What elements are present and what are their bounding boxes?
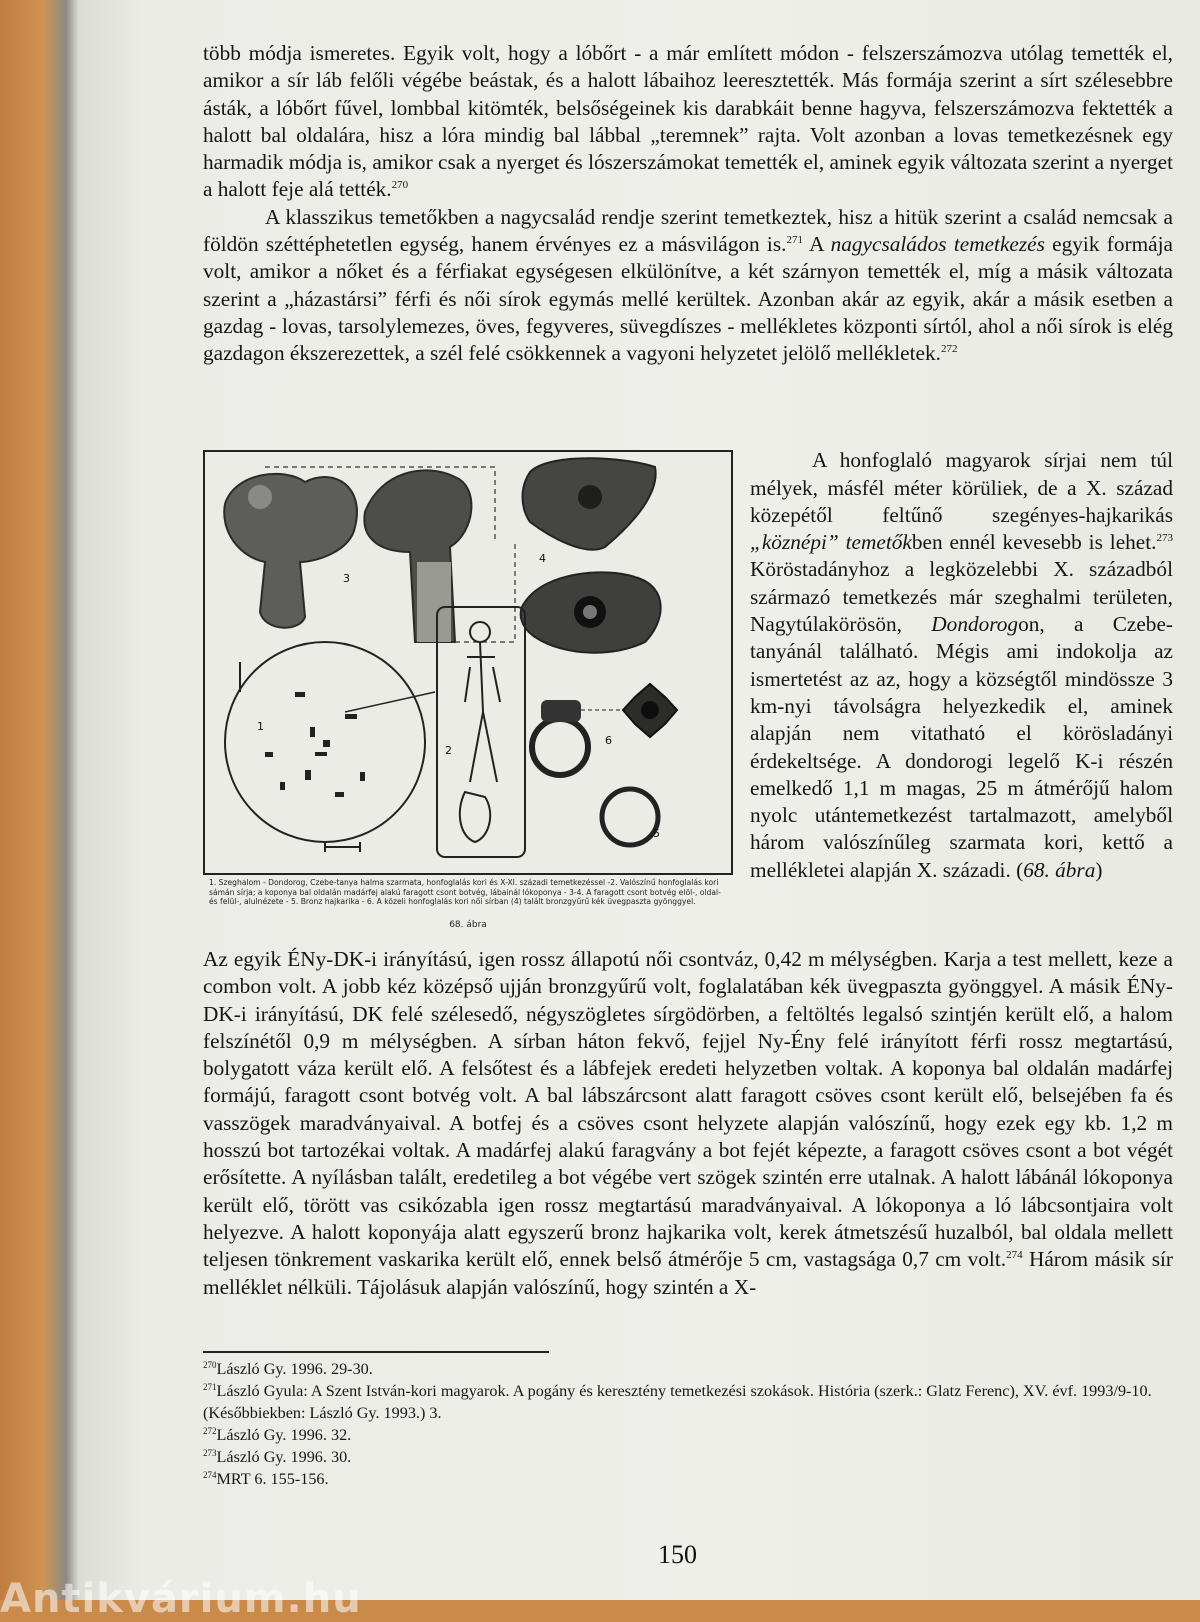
figure-number-3: 3 — [343, 572, 350, 585]
figure-caption: 1. Szeghalom - Dondorog, Czebe-tanya halma szarmata, honfoglalás kori és X-XI. századi temetkezéssel -2. Valószínű honfoglalás kori sámán sírja; a koponya bal oldalán madárfej alakú faragott csont botvég, lábainál lókoponya - 3-4. A faragott csont botvég elöl-, oldal- és felül-, alulnézete - 5. Bronz hajkarika - 6. A közeli honfoglalás kori női sírban (4) talált bronzgyűrű kék üvegpaszta gyönggyel. — [209, 878, 721, 906]
footnote-ref-274[interactable]: 274 — [1006, 1249, 1023, 1262]
grave-markers — [265, 692, 365, 797]
body-text-bottom — [203, 946, 1173, 1301]
footnote: $^{274}$MRT 6. 155-156. — [203, 1470, 329, 1488]
figure-68 — [203, 450, 733, 930]
footnote-ref-273[interactable]: 273 — [1156, 532, 1173, 545]
paragraph-4: Az egyik ÉNy-DK-i irányítású, igen rossz állapotú női csontváz, 0,42 m mélységben. Karja a test mellett, keze a combon volt. A jobb kéz középső ujján bronzgyűrű volt, foglalatában kék üvegpaszta gyönggyel. A másik ÉNy-DK-i irányítású, DK felé szélesedő, négyszögletes sírgödörben, a feltöltés legalsó szintjén került elő, a halom felszínétől 0,9 m mélységben. A sírban háton fekvő, fejjel Ny-Ény felé irányított férfi rossz megtartású, bolygatott váza került elő. A felsőtest és a lábfejek eredeti helyzetben voltak. A koponya bal oldalán madárfej formájú, faragott csont botvég volt. A bal lábszárcsont alatt faragott csöves csont került elő, belsejében fa és vasszögek maradványaival. A botfej és a csöves csont helyzete alapján valószínű, hogy ezek egy kb. 1,2 m hosszú bot tartozékai voltak. A madárfej alakú faragvány a bot fejét képezte, a faragott csöves csont a bot végét erősítette. A nyílásban talált, eredetileg a bot végébe vert szögek szintén erre utalnak. A halott lábánál lókoponya került elő, törött vas csikózabla igen rossz megtartású maradványaival. A lókoponya a ló lábcsontjaira volt helyezve. A halott koponyája alatt egyszerű bronz hajkarika volt, kerek átmetszésű huzalból, bal oldala mellett teljesen tönkrement vaskarika került elő, ennek belső átmérője 5 cm, vastagsága 0,7 cm volt.$^{274}$ Három másik sír melléklet nélküli. Tájolásuk alapján valószínű, hogy szintén a X- — [203, 947, 1173, 1299]
book-page — [78, 0, 1200, 1600]
footnote-ref-270[interactable]: 270 — [391, 179, 409, 192]
figure-number-4: 4 — [539, 552, 546, 565]
footnotes — [203, 1358, 1163, 1490]
figure-number-1: 1 — [257, 720, 264, 733]
bronze-ring — [532, 719, 588, 775]
footnote-ref-271[interactable]: 271 — [786, 234, 803, 247]
figure-number-6: 6 — [605, 734, 612, 747]
paragraph-1: több módja ismeretes. Egyik volt, hogy a lóbőrt - a már említett módon - felszerszámozva utólag temették el, amikor a sír láb felőli végébe beástak, és a halott lábaihoz leeresztették. Más formája szerint a sírt szélesebbre ásták, a lóbőrt fűvel, lombbal kitömték, belsőségeinek kis darabkáit benne hagyva, felszerszámozva fektették a halott bal oldalára, hisz a lóra mindig bal lábbal „teremnek” rajta. Volt azonban a lovas temetkezésnek egy harmadik módja is, amikor csak a nyerget és lószerszámokat temették el, aminek egyik változata szerint a nyerget a halott feje alá tették.$^{270}$ — [203, 41, 1173, 202]
footnote: $^{270}$László Gy. 1996. 29-30. — [203, 1360, 373, 1378]
book-spine-edge — [0, 0, 78, 1600]
footnote-separator — [203, 1351, 549, 1353]
footnote: $^{273}$László Gy. 1996. 30. — [203, 1448, 352, 1466]
body-text-right-column — [750, 426, 1173, 905]
bronze-hair-ring — [602, 789, 658, 845]
figure-number-5: 5 — [653, 827, 660, 840]
footnote-ref-272[interactable]: 272 — [940, 343, 958, 356]
skeleton — [460, 622, 500, 842]
figure-image — [203, 450, 733, 875]
figure-label: 68. ábra — [449, 920, 487, 930]
paragraph-3: A honfoglaló magyarok sírjai nem túl mélyek, másfél méter körüliek, de a X. század közepétől feltűnő szegényes-hajkarikás „köznépi” temetőkben ennél kevesebb is lehet.$^{273}$ Köröstadányhoz a legközelebbi X. századból származó temetkezés már szeghalmi területen, Nagytúlakörösön, Dondorogon, a Czebe-tanyánál található. Mégis ami indokolja az ismertetést az az, hogy a községtől mindössze 3 km-nyi távolságra helyezkedik el, aminek alapján nem vitatható el körösladányi érdekeltsége. A dondorogi legelő K-i részén emelkedő 1,1 m magas, 25 m átmérőjű halom nyolc utántemetkezést tartalmazott, amelyből három valószínűleg szarmata kori, kettő a mellékletei alapján X. századi. (68. ábra) — [750, 448, 1173, 882]
figure-number-2: 2 — [445, 744, 452, 757]
watermark: Antikvárium.hu — [0, 1576, 362, 1622]
paragraph-2: A klasszikus temetőkben a nagycsalád rendje szerint temetkeztek, hisz a hitük szerint a család nemcsak a földön széttéphetetlen egység, hanem érvényes ez a másvilágon is.$^{271}$ A nagycsaládos temetkezés egyik formája volt, amikor a nőket és a férfiakat egységesen elkülönítve, a két szárnyon temették el, míg a másik változata szerint a „házastársi” férfi és női sírok egymás mellé kerültek. Azonban akár az egyik, akár a másik esetben a gazdag - lovas, tarsolylemezes, öves, fegyveres, süvegdíszes - mellékletes központi sírtól, ahol a női sírok is elég gazdagon ékszerezettek, a szél felé csökkennek a vagyoni helyzetet jelölő mellékletek.$^{272}$ — [203, 204, 1174, 366]
footnote: $^{271}$László Gyula: A Szent István-kori magyarok. A pogány és keresztény temetkezési szokások. História (szerk.: Glatz Ferenc), XV. évf. 1993/9-10. (Későbbiekben: László Gy. 1993.) 3. — [203, 1382, 1152, 1422]
body-text-top — [203, 40, 1173, 368]
archaeology-illustration — [205, 452, 731, 873]
bone-carving-side-view — [224, 474, 357, 628]
page-number: 150 — [658, 1540, 697, 1569]
footnote: $^{272}$László Gy. 1996. 32. — [203, 1426, 352, 1444]
